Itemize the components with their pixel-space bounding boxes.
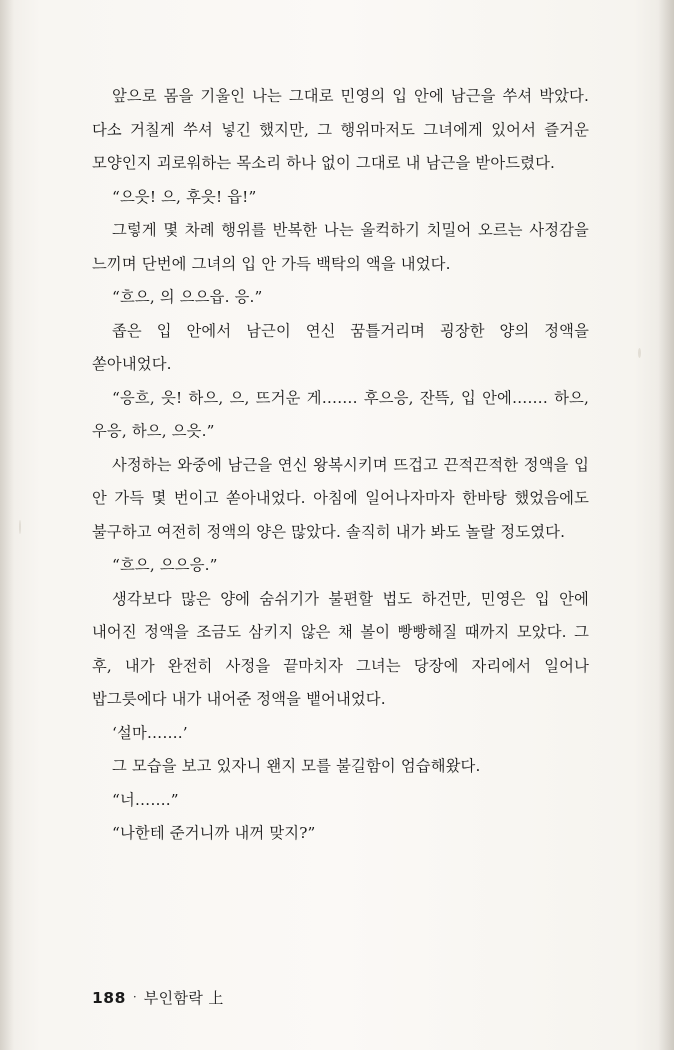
paragraph: 생각보다 많은 양에 숨쉬기가 불편할 법도 하건만, 민영은 입 안에 내어진 정액을 조금도 삼키지 않은 채 볼이 빵빵해질 때까지 모았다. 그 후, 내가 완전히 사정을 끝마치자 그녀는 당장에 자리에서 일어나 밥그릇에다 내가 내어준 정액을 뱉어내었다.: [92, 589, 589, 708]
paper-speck: [638, 348, 641, 358]
page-body-text: [92, 80, 589, 851]
paragraph: 그 모습을 보고 있자니 왠지 모를 불길함이 엄습해왔다.: [112, 757, 481, 775]
page-number: 188: [92, 989, 126, 1007]
paragraph: 사정하는 와중에 남근을 연신 왕복시키며 뜨겁고 끈적끈적한 정액을 입 안 가득 몇 번이고 쏟아내었다. 아침에 일어나자마자 한바탕 했었음에도 불구하고 여전히 정액의 양은 많았다. 솔직히 내가 봐도 놀랄 정도였다.: [92, 455, 589, 541]
page-footer: [92, 987, 224, 1008]
dialogue-line: “으읏! 으, 후읏! 읍!”: [112, 187, 257, 206]
dialogue-line: “흐으, 으으응.”: [112, 556, 218, 574]
page-left-edge-shading: [0, 0, 14, 1050]
dialogue-line: “너…….”: [112, 790, 179, 809]
paragraph: 좁은 입 안에서 남근이 연신 꿈틀거리며 굉장한 양의 정액을 쏟아내었다.: [92, 321, 589, 373]
dialogue-line: “나한테 준거니까 내꺼 맞지?”: [112, 824, 316, 842]
paragraph: 그렇게 몇 차례 행위를 반복한 나는 울컥하기 치밀어 오르는 사정감을 느끼며 단번에 그녀의 입 안 가득 백탁의 액을 내었다.: [92, 221, 589, 273]
paragraph: 앞으로 몸을 기울인 나는 그대로 민영의 입 안에 남근을 쑤셔 박았다. 다소 거칠게 쑤셔 넣긴 했지만, 그 행위마저도 그녀에게 있어서 즐거운 모양인지 괴로워하는 목소리 하나 없이 그대로 내 남근을 받아드렸다.: [92, 87, 589, 172]
folio-separator: ·: [132, 990, 137, 1004]
thought-line: ‘설마…….’: [112, 723, 188, 742]
dialogue-line: “흐으, 의 으으읍. 응.”: [112, 288, 263, 306]
paper-speck: [19, 520, 21, 534]
book-title: 부인함락 上: [143, 989, 224, 1007]
page-right-edge-shading: [658, 0, 674, 1050]
dialogue-line: “응흐, 읏! 하으, 으, 뜨거운 게……. 후으응, 잔뜩, 입 안에……. 하으, 우응, 하으, 으읏.”: [92, 388, 589, 440]
